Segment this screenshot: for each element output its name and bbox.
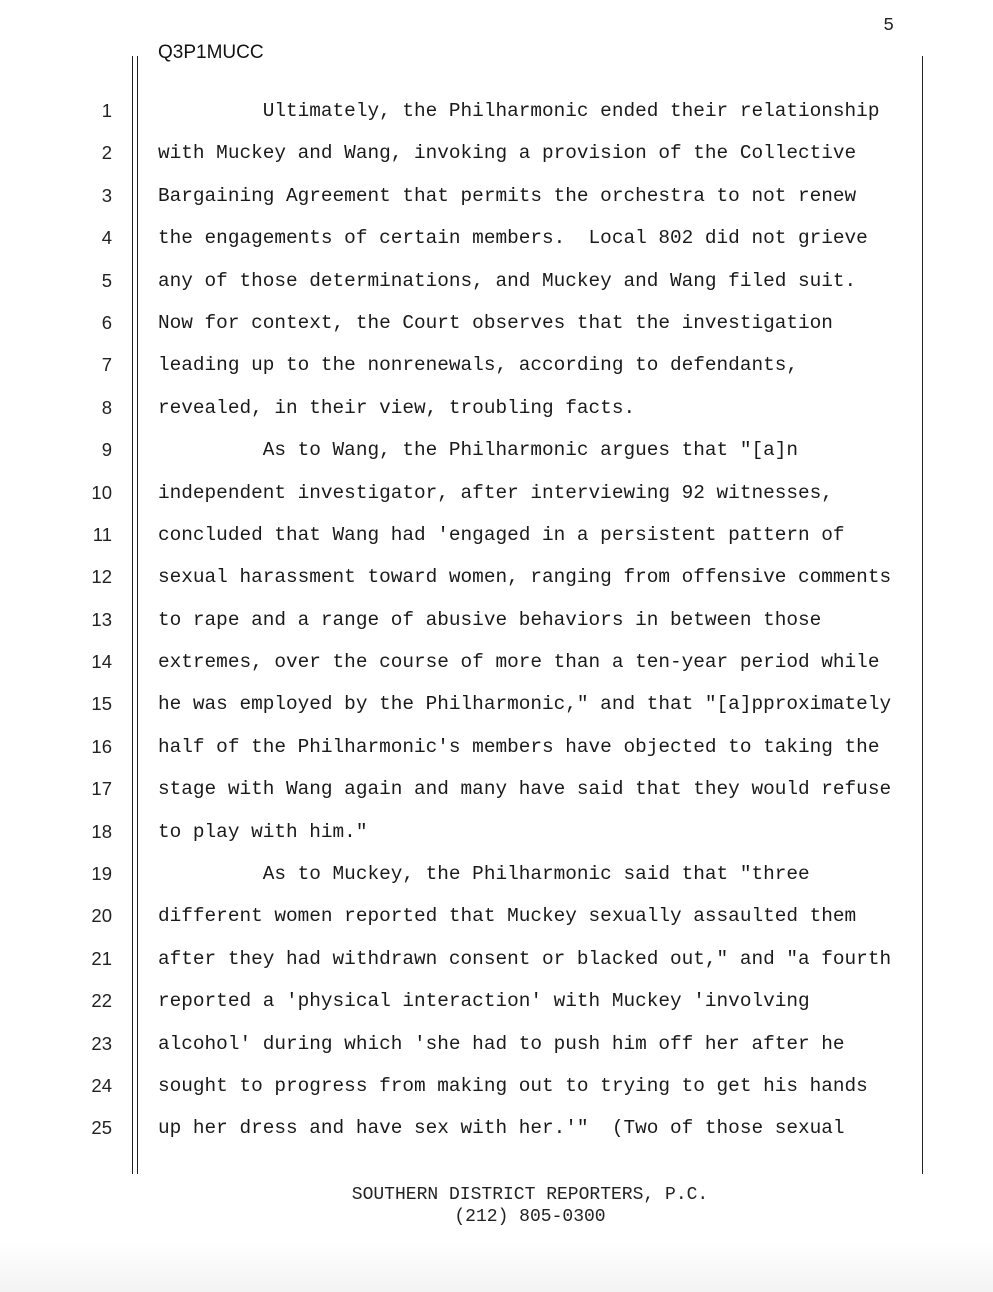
line-number: 17 (91, 778, 112, 800)
line-number: 15 (91, 693, 112, 715)
case-id: Q3P1MUCC (158, 42, 264, 63)
transcript-line: he was employed by the Philharmonic," and that "[a]pproximately (158, 693, 892, 716)
line-number: 25 (91, 1117, 112, 1139)
transcript-body (158, 90, 918, 1150)
line-number: 10 (91, 481, 112, 503)
transcript-line: different women reported that Muckey sexually assaulted them (158, 905, 857, 928)
line-number: 24 (91, 1074, 112, 1096)
line-number: 11 (92, 523, 112, 545)
transcript-line: up her dress and have sex with her.'" (Two of those sexual (158, 1117, 845, 1140)
line-number: 5 (101, 269, 112, 291)
line-number: 20 (91, 905, 112, 927)
transcript-line: revealed, in their view, troubling facts. (158, 396, 636, 419)
transcript-line: to play with him." (158, 820, 368, 843)
transcript-line: stage with Wang again and many have said that they would refuse (158, 778, 892, 801)
transcript-line: extremes, over the course of more than a ten-year period while (158, 651, 880, 674)
line-number: 13 (91, 608, 112, 630)
line-number: 16 (91, 735, 112, 757)
left-margin-rule (132, 56, 133, 1174)
line-number-column (60, 90, 112, 1150)
line-number: 14 (91, 651, 112, 673)
line-number: 7 (101, 354, 112, 376)
line-number: 21 (91, 947, 112, 969)
transcript-line: sought to progress from making out to trying to get his hands (158, 1074, 868, 1097)
line-number: 4 (101, 227, 112, 249)
transcript-line: concluded that Wang had 'engaged in a persistent pattern of (158, 523, 845, 546)
line-number: 2 (101, 142, 112, 164)
line-number: 1 (101, 100, 112, 121)
transcript-line: with Muckey and Wang, invoking a provision of the Collective (158, 142, 857, 165)
transcript-line: the engagements of certain members. Local 802 did not grieve (158, 227, 868, 250)
right-margin-rule (922, 56, 923, 1174)
transcript-line: alcohol' during which 'she had to push him off her after he (158, 1032, 845, 1055)
transcript-line: Now for context, the Court observes that the investigation (158, 311, 833, 334)
transcript-line: after they had withdrawn consent or blacked out," and "a fourth (158, 947, 892, 970)
page-bottom-shade (0, 1240, 993, 1292)
transcript-line: independent investigator, after interviewing 92 witnesses, (158, 481, 833, 504)
transcript-line: leading up to the nonrenewals, according to defendants, (158, 354, 798, 377)
transcript-line: Ultimately, the Philharmonic ended their relationship (158, 100, 880, 122)
reporter-phone: (212) 805-0300 (454, 1207, 606, 1227)
left-margin-rule-inner (137, 56, 138, 1174)
transcript-line: As to Muckey, the Philharmonic said that "three (158, 863, 810, 886)
transcript-line: sexual harassment toward women, ranging from offensive comments (158, 566, 892, 589)
transcript-line: to rape and a range of abusive behaviors in between those (158, 608, 822, 631)
transcript-line: reported a 'physical interaction' with Muckey 'involving (158, 990, 810, 1013)
line-number: 3 (101, 184, 112, 206)
line-number: 12 (91, 566, 112, 588)
line-number: 9 (101, 439, 112, 461)
line-number: 19 (91, 863, 112, 885)
page-number: 5 (883, 16, 894, 36)
reporter-name: SOUTHERN DISTRICT REPORTERS, P.C. (351, 1185, 709, 1205)
transcript-line: Bargaining Agreement that permits the orchestra to not renew (158, 184, 857, 207)
footer (230, 1184, 830, 1228)
transcript-line: As to Wang, the Philharmonic argues that "[a]n (158, 439, 798, 462)
transcript-line: half of the Philharmonic's members have objected to taking the (158, 735, 880, 758)
line-number: 22 (91, 990, 112, 1012)
line-number: 23 (91, 1032, 112, 1054)
line-number: 18 (91, 820, 112, 842)
line-number: 6 (101, 311, 112, 333)
line-number: 8 (101, 396, 112, 418)
transcript-line: any of those determinations, and Muckey and Wang filed suit. (158, 269, 857, 292)
